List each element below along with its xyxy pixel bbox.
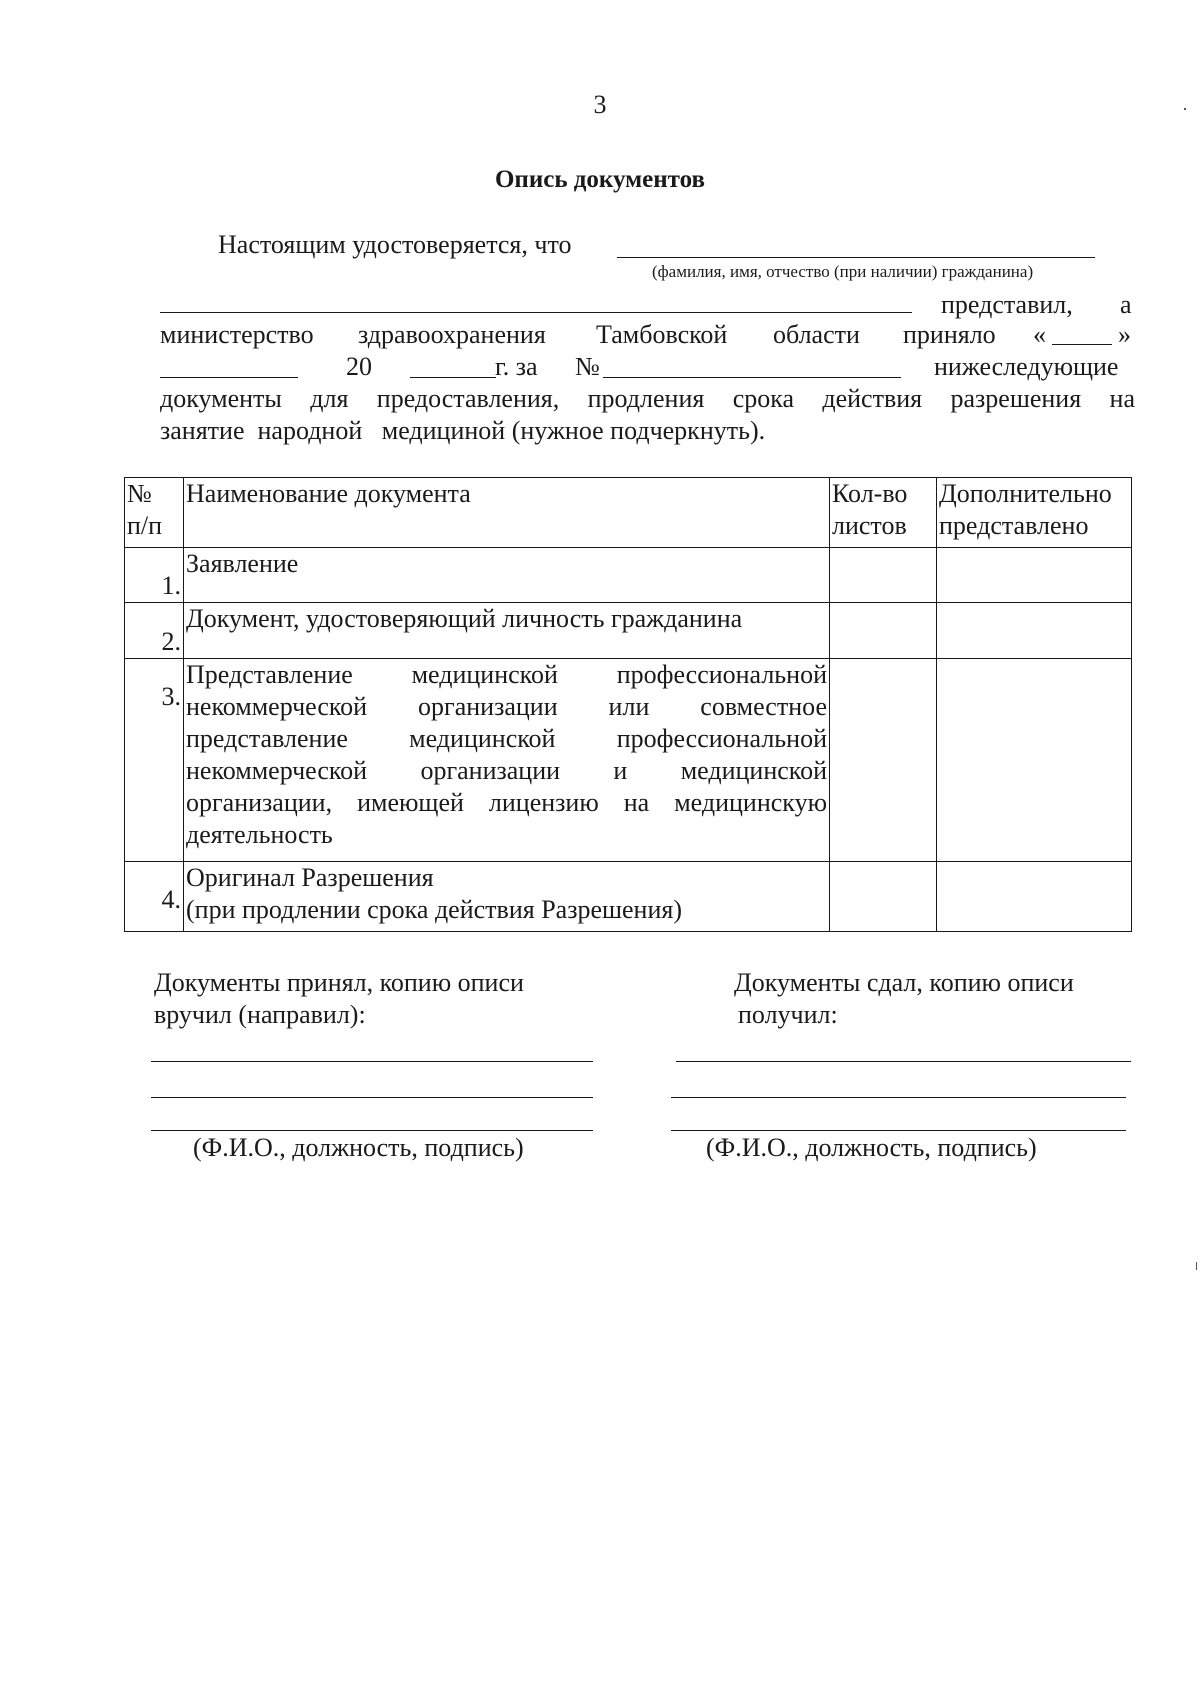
year-prefix: 20 bbox=[346, 352, 372, 381]
document-title: Опись документов bbox=[494, 166, 706, 193]
left-signature-line-3[interactable] bbox=[151, 1130, 593, 1131]
row-name: Заявление bbox=[184, 548, 830, 603]
month-blank[interactable] bbox=[160, 377, 298, 378]
year-blank[interactable] bbox=[410, 377, 496, 378]
word-predstavil: представил, bbox=[941, 290, 1073, 319]
scan-speck bbox=[1196, 1262, 1197, 1270]
quote-close: » bbox=[1118, 320, 1131, 349]
registration-number-blank[interactable] bbox=[603, 377, 901, 378]
left-signature-line-2[interactable] bbox=[151, 1097, 593, 1098]
word-nizhesleduyushchie: нижеследующие bbox=[934, 352, 1119, 381]
intro-line6: занятие народной медициной (нужное подчеркнуть). bbox=[160, 416, 766, 445]
left-signature-caption: (Ф.И.О., должность, подпись) bbox=[193, 1133, 524, 1162]
page-number: 3 bbox=[593, 90, 607, 119]
right-signature-caption: (Ф.И.О., должность, подпись) bbox=[706, 1133, 1037, 1162]
word-1: документы bbox=[160, 384, 282, 413]
row-number: 3. bbox=[125, 659, 184, 862]
word-5: срока bbox=[732, 384, 795, 413]
word-3: предоставления, bbox=[376, 384, 560, 413]
left-sign-line2: вручил (направил): bbox=[154, 1000, 366, 1029]
word-zdravoohraneniya: здравоохранения bbox=[358, 320, 546, 349]
scan-speck bbox=[1184, 108, 1186, 110]
row-extra-cell[interactable] bbox=[937, 603, 1132, 659]
table-row bbox=[125, 548, 1132, 603]
word-ministerstvo: министерство bbox=[160, 320, 314, 349]
number-sign: № bbox=[575, 352, 600, 381]
row-name: Документ, удостоверяющий личность гражданина bbox=[184, 603, 830, 659]
row-pages-cell[interactable] bbox=[830, 862, 937, 932]
citizen-name-hint: (фамилия, имя, отчество (при наличии) гражданина) bbox=[652, 262, 1034, 281]
quote-open: « bbox=[1033, 320, 1046, 349]
right-sign-line1: Документы сдал, копию описи bbox=[734, 968, 1074, 997]
header-extra: Дополнительно представлено bbox=[937, 478, 1132, 548]
row-extra-cell[interactable] bbox=[937, 659, 1132, 862]
right-signature-line-3[interactable] bbox=[671, 1130, 1126, 1131]
row-pages-cell[interactable] bbox=[830, 548, 937, 603]
word-tambovskoy: Тамбовской bbox=[596, 320, 728, 349]
table-row bbox=[125, 659, 1132, 862]
table-row bbox=[125, 603, 1132, 659]
row-extra-cell[interactable] bbox=[937, 548, 1132, 603]
header-num: № п/п bbox=[125, 478, 184, 548]
row-name: Представление медицинской профессиональной некоммерческой организации или совместное представление медицинской профессиональной некоммерческой организации и медицинской организации, имеющей лицензию на медицинскую деятельность bbox=[184, 659, 830, 862]
table-header-row bbox=[125, 478, 1132, 548]
header-name: Наименование документа bbox=[184, 478, 830, 548]
right-signature-line-1[interactable] bbox=[676, 1061, 1131, 1062]
word-2: для bbox=[310, 384, 349, 413]
intro-line5 bbox=[160, 384, 1135, 414]
row-pages-cell[interactable] bbox=[830, 659, 937, 862]
word-oblasti: области bbox=[773, 320, 860, 349]
header-pages: Кол-во листов bbox=[830, 478, 937, 548]
row-extra-cell[interactable] bbox=[937, 862, 1132, 932]
right-signature-line-2[interactable] bbox=[671, 1097, 1126, 1098]
word-8: на bbox=[1109, 384, 1135, 413]
documents-table bbox=[124, 477, 1132, 932]
row-number: 1. bbox=[125, 548, 184, 603]
row-pages-cell[interactable] bbox=[830, 603, 937, 659]
citizen-name-blank-continued[interactable] bbox=[160, 312, 912, 313]
row-name: Оригинал Разрешения (при продлении срока действия Разрешения) bbox=[184, 862, 830, 932]
citizen-name-blank[interactable] bbox=[617, 257, 1095, 258]
row-number: 4. bbox=[125, 862, 184, 932]
left-sign-line1: Документы принял, копию описи bbox=[154, 968, 524, 997]
word-4: продления bbox=[587, 384, 705, 413]
left-signature-line-1[interactable] bbox=[151, 1061, 593, 1062]
word-a: а bbox=[1120, 290, 1132, 319]
word-7: разрешения bbox=[950, 384, 1082, 413]
word-prinyalo: приняло bbox=[903, 320, 996, 349]
right-sign-line2: получил: bbox=[738, 1000, 838, 1029]
table-row bbox=[125, 862, 1132, 932]
day-blank[interactable] bbox=[1052, 344, 1112, 345]
g-za-text: г. за bbox=[495, 352, 538, 381]
intro-line1-text: Настоящим удостоверяется, что bbox=[218, 230, 572, 259]
word-6: действия bbox=[822, 384, 923, 413]
row-number: 2. bbox=[125, 603, 184, 659]
